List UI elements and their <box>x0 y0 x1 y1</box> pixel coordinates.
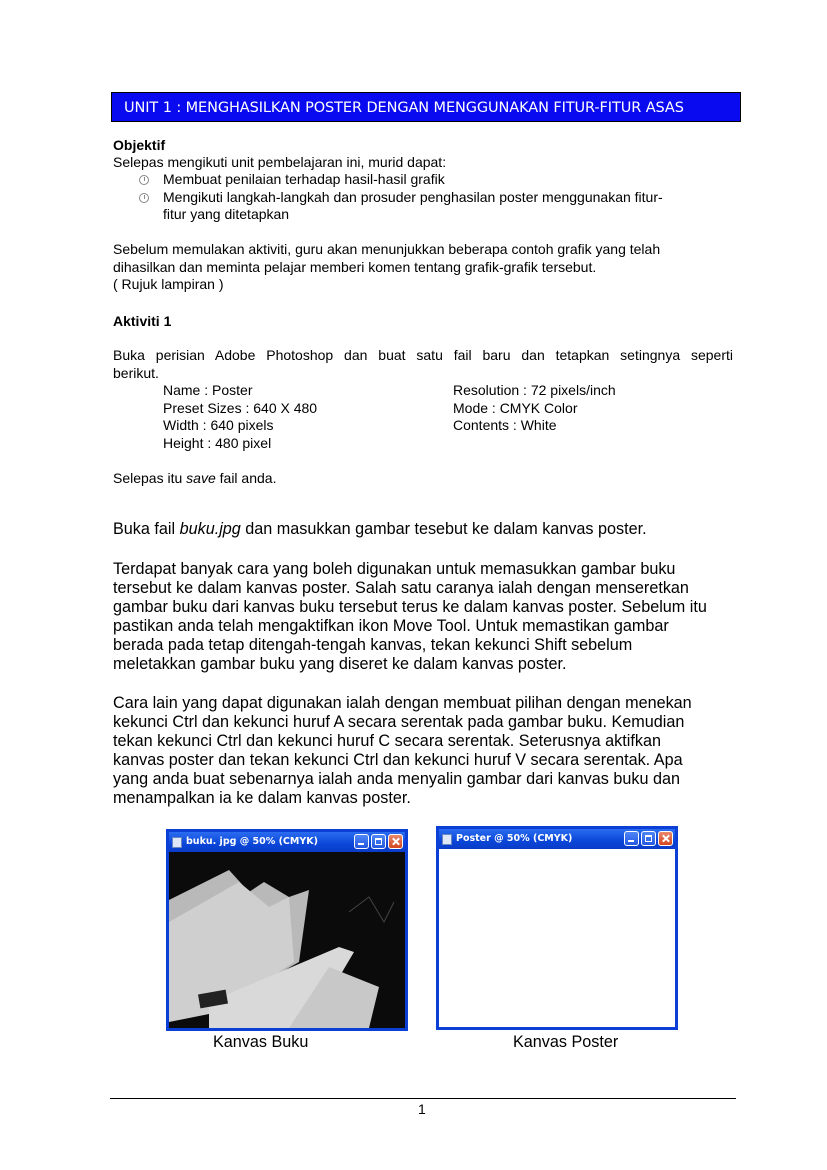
paragraph-line: yang anda buat sebenarnya ialah anda menyalin gambar dari kanvas buku dan <box>113 770 680 788</box>
setting-contents: Contents : White <box>453 417 557 433</box>
paragraph-line: menampalkan ia ke dalam kanvas poster. <box>113 789 411 807</box>
paragraph-line: berada pada tetap ditengah-tengah kanvas, tekan kekunci Shift sebelum <box>113 636 633 654</box>
paragraph-line: kekunci Ctrl dan kekunci huruf A secara serentak pada gambar buku. Kemudian <box>113 713 685 731</box>
maximize-icon <box>641 831 656 846</box>
objective-intro: Selepas mengikuti unit pembelajaran ini, murid dapat: <box>113 154 447 170</box>
objective-item-line: fitur yang ditetapkan <box>163 206 290 222</box>
maximize-icon <box>371 834 386 849</box>
minimize-icon <box>624 831 639 846</box>
open-text: dan masukkan gambar tesebut ke dalam kanvas poster. <box>240 520 647 538</box>
setting-name: Name : Poster <box>163 382 253 398</box>
intro-paragraph <box>113 241 660 294</box>
settings-right <box>453 382 616 435</box>
minimize-icon <box>354 834 369 849</box>
setting-width: Width : 640 pixels <box>163 417 274 433</box>
unit-title-banner: UNIT 1 : MENGHASILKAN POSTER DENGAN MENGGUNAKAN FITUR-FITUR ASAS <box>111 92 741 122</box>
clock-bullet-icon <box>139 193 149 203</box>
objective-item-line: Mengikuti langkah-langkah dan prosuder penghasilan poster menggunakan fitur- <box>163 188 663 205</box>
book-canvas-caption: Kanvas Buku <box>213 1033 309 1051</box>
paragraph-line: pastikan anda telah mengaktifkan ikon Move Tool. Untuk memastikan gambar <box>113 617 669 635</box>
objective-item <box>139 189 663 224</box>
poster-canvas-window <box>436 826 678 1030</box>
reference-note: ( Rujuk lampiran ) <box>113 276 224 292</box>
setting-resolution: Resolution : 72 pixels/inch <box>453 382 616 398</box>
settings-left <box>163 382 317 452</box>
objective-item <box>139 171 663 189</box>
setting-height: Height : 480 pixel <box>163 434 272 451</box>
paragraph-line: Terdapat banyak cara yang boleh digunakan untuk memasukkan gambar buku <box>113 560 676 578</box>
window-titlebar <box>439 829 675 849</box>
intro-line: Sebelum memulakan aktiviti, guru akan menunjukkan beberapa contoh grafik yang telah <box>113 241 661 257</box>
poster-canvas-caption: Kanvas Poster <box>513 1033 619 1051</box>
intro-line: dihasilkan dan meminta pelajar memberi komen tentang grafik-grafik tersebut. <box>113 258 597 275</box>
objective-item-text: Membuat penilaian terhadap hasil-hasil grafik <box>163 171 445 187</box>
window-titlebar <box>169 832 405 852</box>
instruction-line: Buka perisian Adobe Photoshop dan buat satu fail baru dan tetapkan setingnya seperti <box>113 347 733 363</box>
book-canvas-window <box>166 829 408 1031</box>
paragraph-line: tekan kekunci Ctrl dan kekunci huruf C secara serentak. Seterusnya aktifkan <box>113 732 661 750</box>
objective-list <box>139 171 663 224</box>
instruction-line: berikut. <box>113 364 159 381</box>
activity-instruction <box>113 347 733 382</box>
footer-divider <box>110 1098 736 1099</box>
paragraph-drag-method <box>113 560 707 674</box>
poster-blank-canvas <box>439 849 675 1027</box>
file-name: buku.jpg <box>179 520 241 538</box>
book-pages-image <box>169 852 405 1028</box>
close-icon <box>658 831 673 846</box>
paragraph-line: meletakkan gambar buku yang diseret ke dalam kanvas poster. <box>113 655 567 673</box>
window-controls <box>354 834 403 849</box>
activity-heading: Aktiviti 1 <box>113 313 172 329</box>
document-icon <box>442 834 452 845</box>
save-text: Selepas itu <box>113 470 187 486</box>
page-number: 1 <box>418 1101 426 1117</box>
open-text: Buka fail <box>113 520 180 538</box>
objective-heading: Objektif <box>113 137 166 153</box>
paragraph-line: Cara lain yang dapat digunakan ialah dengan membuat pilihan dengan menekan <box>113 694 692 712</box>
save-emphasis: save <box>186 470 216 486</box>
open-file-instruction <box>113 520 647 539</box>
window-title: buku. jpg @ 50% (CMYK) <box>186 836 318 847</box>
objective-item-text <box>163 189 663 224</box>
setting-mode: Mode : CMYK Color <box>453 399 578 416</box>
book-photo <box>169 852 405 1028</box>
window-title: Poster @ 50% (CMYK) <box>456 833 573 844</box>
save-text: fail anda. <box>215 470 277 486</box>
paragraph-copy-paste-method <box>113 694 692 808</box>
save-instruction <box>113 470 276 488</box>
clock-bullet-icon <box>139 175 149 185</box>
paragraph-line: kanvas poster dan tekan kekunci Ctrl dan kekunci huruf V secara serentak. Apa <box>113 751 683 769</box>
document-icon <box>172 837 182 848</box>
close-icon <box>388 834 403 849</box>
setting-preset-size: Preset Sizes : 640 X 480 <box>163 399 318 416</box>
window-controls <box>624 831 673 846</box>
paragraph-line: tersebut ke dalam kanvas poster. Salah satu caranya ialah dengan menseretkan <box>113 579 689 597</box>
paragraph-line: gambar buku dari kanvas buku tersebut terus ke dalam kanvas poster. Sebelum itu <box>113 598 707 616</box>
